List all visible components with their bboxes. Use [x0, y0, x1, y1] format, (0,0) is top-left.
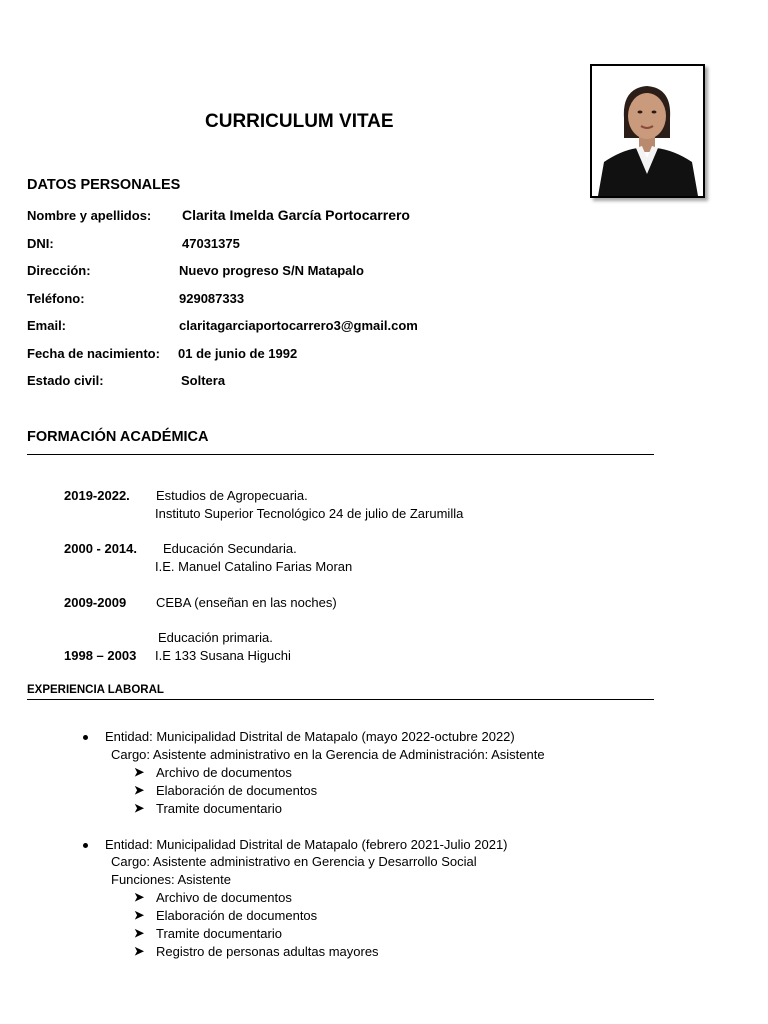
arrow-bullet-icon: ➤	[134, 783, 145, 797]
arrow-bullet-icon: ➤	[134, 765, 145, 779]
name-label: Nombre y apellidos:	[27, 208, 152, 223]
arrow-bullet-icon: ➤	[134, 801, 145, 815]
bullet-dot-icon	[83, 843, 88, 848]
bullet-dot-icon	[83, 735, 88, 740]
address-label: Dirección:	[27, 263, 91, 278]
profile-photo	[590, 64, 705, 198]
education-title: Educación primaria.	[158, 630, 273, 645]
education-title: Educación Secundaria.	[163, 541, 297, 556]
job-task: Tramite documentario	[156, 926, 282, 941]
portrait-image	[592, 66, 703, 196]
education-title: Estudios de Agropecuaria.	[156, 488, 308, 503]
birthdate-value: 01 de junio de 1992	[178, 346, 298, 361]
education-institution: Instituto Superior Tecnológico 24 de julio de Zarumilla	[155, 506, 464, 521]
job-role: Cargo: Asistente administrativo en Gerencia y Desarrollo Social	[111, 854, 477, 869]
experience-section-title: EXPERIENCIA LABORAL	[27, 684, 164, 696]
job-role: Cargo: Asistente administrativo en la Gerencia de Administración: Asistente	[111, 747, 545, 762]
phone-label: Teléfono:	[27, 291, 85, 306]
birthdate-label: Fecha de nacimiento:	[27, 346, 160, 361]
education-institution: I.E. Manuel Catalino Farias Moran	[155, 559, 353, 574]
education-years: 2019-2022.	[64, 488, 130, 503]
job-task: Elaboración de documentos	[156, 783, 318, 798]
education-years: 1998 – 2003	[64, 648, 137, 663]
email-label: Email:	[27, 318, 67, 333]
dni-label: DNI:	[27, 236, 54, 251]
education-institution: I.E 133 Susana Higuchi	[155, 648, 291, 663]
job-entity: Entidad: Municipalidad Distrital de Matapalo (mayo 2022-octubre 2022)	[105, 729, 515, 744]
education-title: CEBA (enseñan en las noches)	[156, 595, 337, 610]
education-years: 2000 - 2014.	[64, 541, 138, 556]
education-section-title: FORMACIÓN ACADÉMICA	[27, 429, 209, 445]
job-task: Elaboración de documentos	[156, 908, 318, 923]
job-entity: Entidad: Municipalidad Distrital de Matapalo (febrero 2021-Julio 2021)	[105, 837, 508, 852]
name-value: Clarita Imelda García Portocarrero	[182, 207, 410, 223]
marital-status-value: Soltera	[181, 373, 226, 388]
job-task: Archivo de documentos	[156, 890, 292, 905]
marital-status-label: Estado civil:	[27, 373, 104, 388]
section-divider	[27, 454, 654, 455]
email-value: claritagarciaportocarrero3@gmail.com	[179, 318, 418, 333]
job-task: Tramite documentario	[156, 801, 282, 816]
arrow-bullet-icon: ➤	[134, 944, 145, 958]
phone-value: 929087333	[179, 291, 245, 306]
address-value: Nuevo progreso S/N Matapalo	[179, 263, 364, 278]
arrow-bullet-icon: ➤	[134, 908, 145, 922]
job-functions: Funciones: Asistente	[111, 872, 231, 887]
job-task: Registro de personas adultas mayores	[156, 944, 379, 959]
arrow-bullet-icon: ➤	[134, 926, 145, 940]
arrow-bullet-icon: ➤	[134, 890, 145, 904]
job-task: Archivo de documentos	[156, 765, 292, 780]
dni-value: 47031375	[182, 236, 240, 251]
section-divider	[27, 699, 654, 700]
page-title: CURRICULUM VITAE	[205, 111, 394, 132]
education-years: 2009-2009	[64, 595, 127, 610]
personal-section-title: DATOS PERSONALES	[27, 177, 181, 193]
